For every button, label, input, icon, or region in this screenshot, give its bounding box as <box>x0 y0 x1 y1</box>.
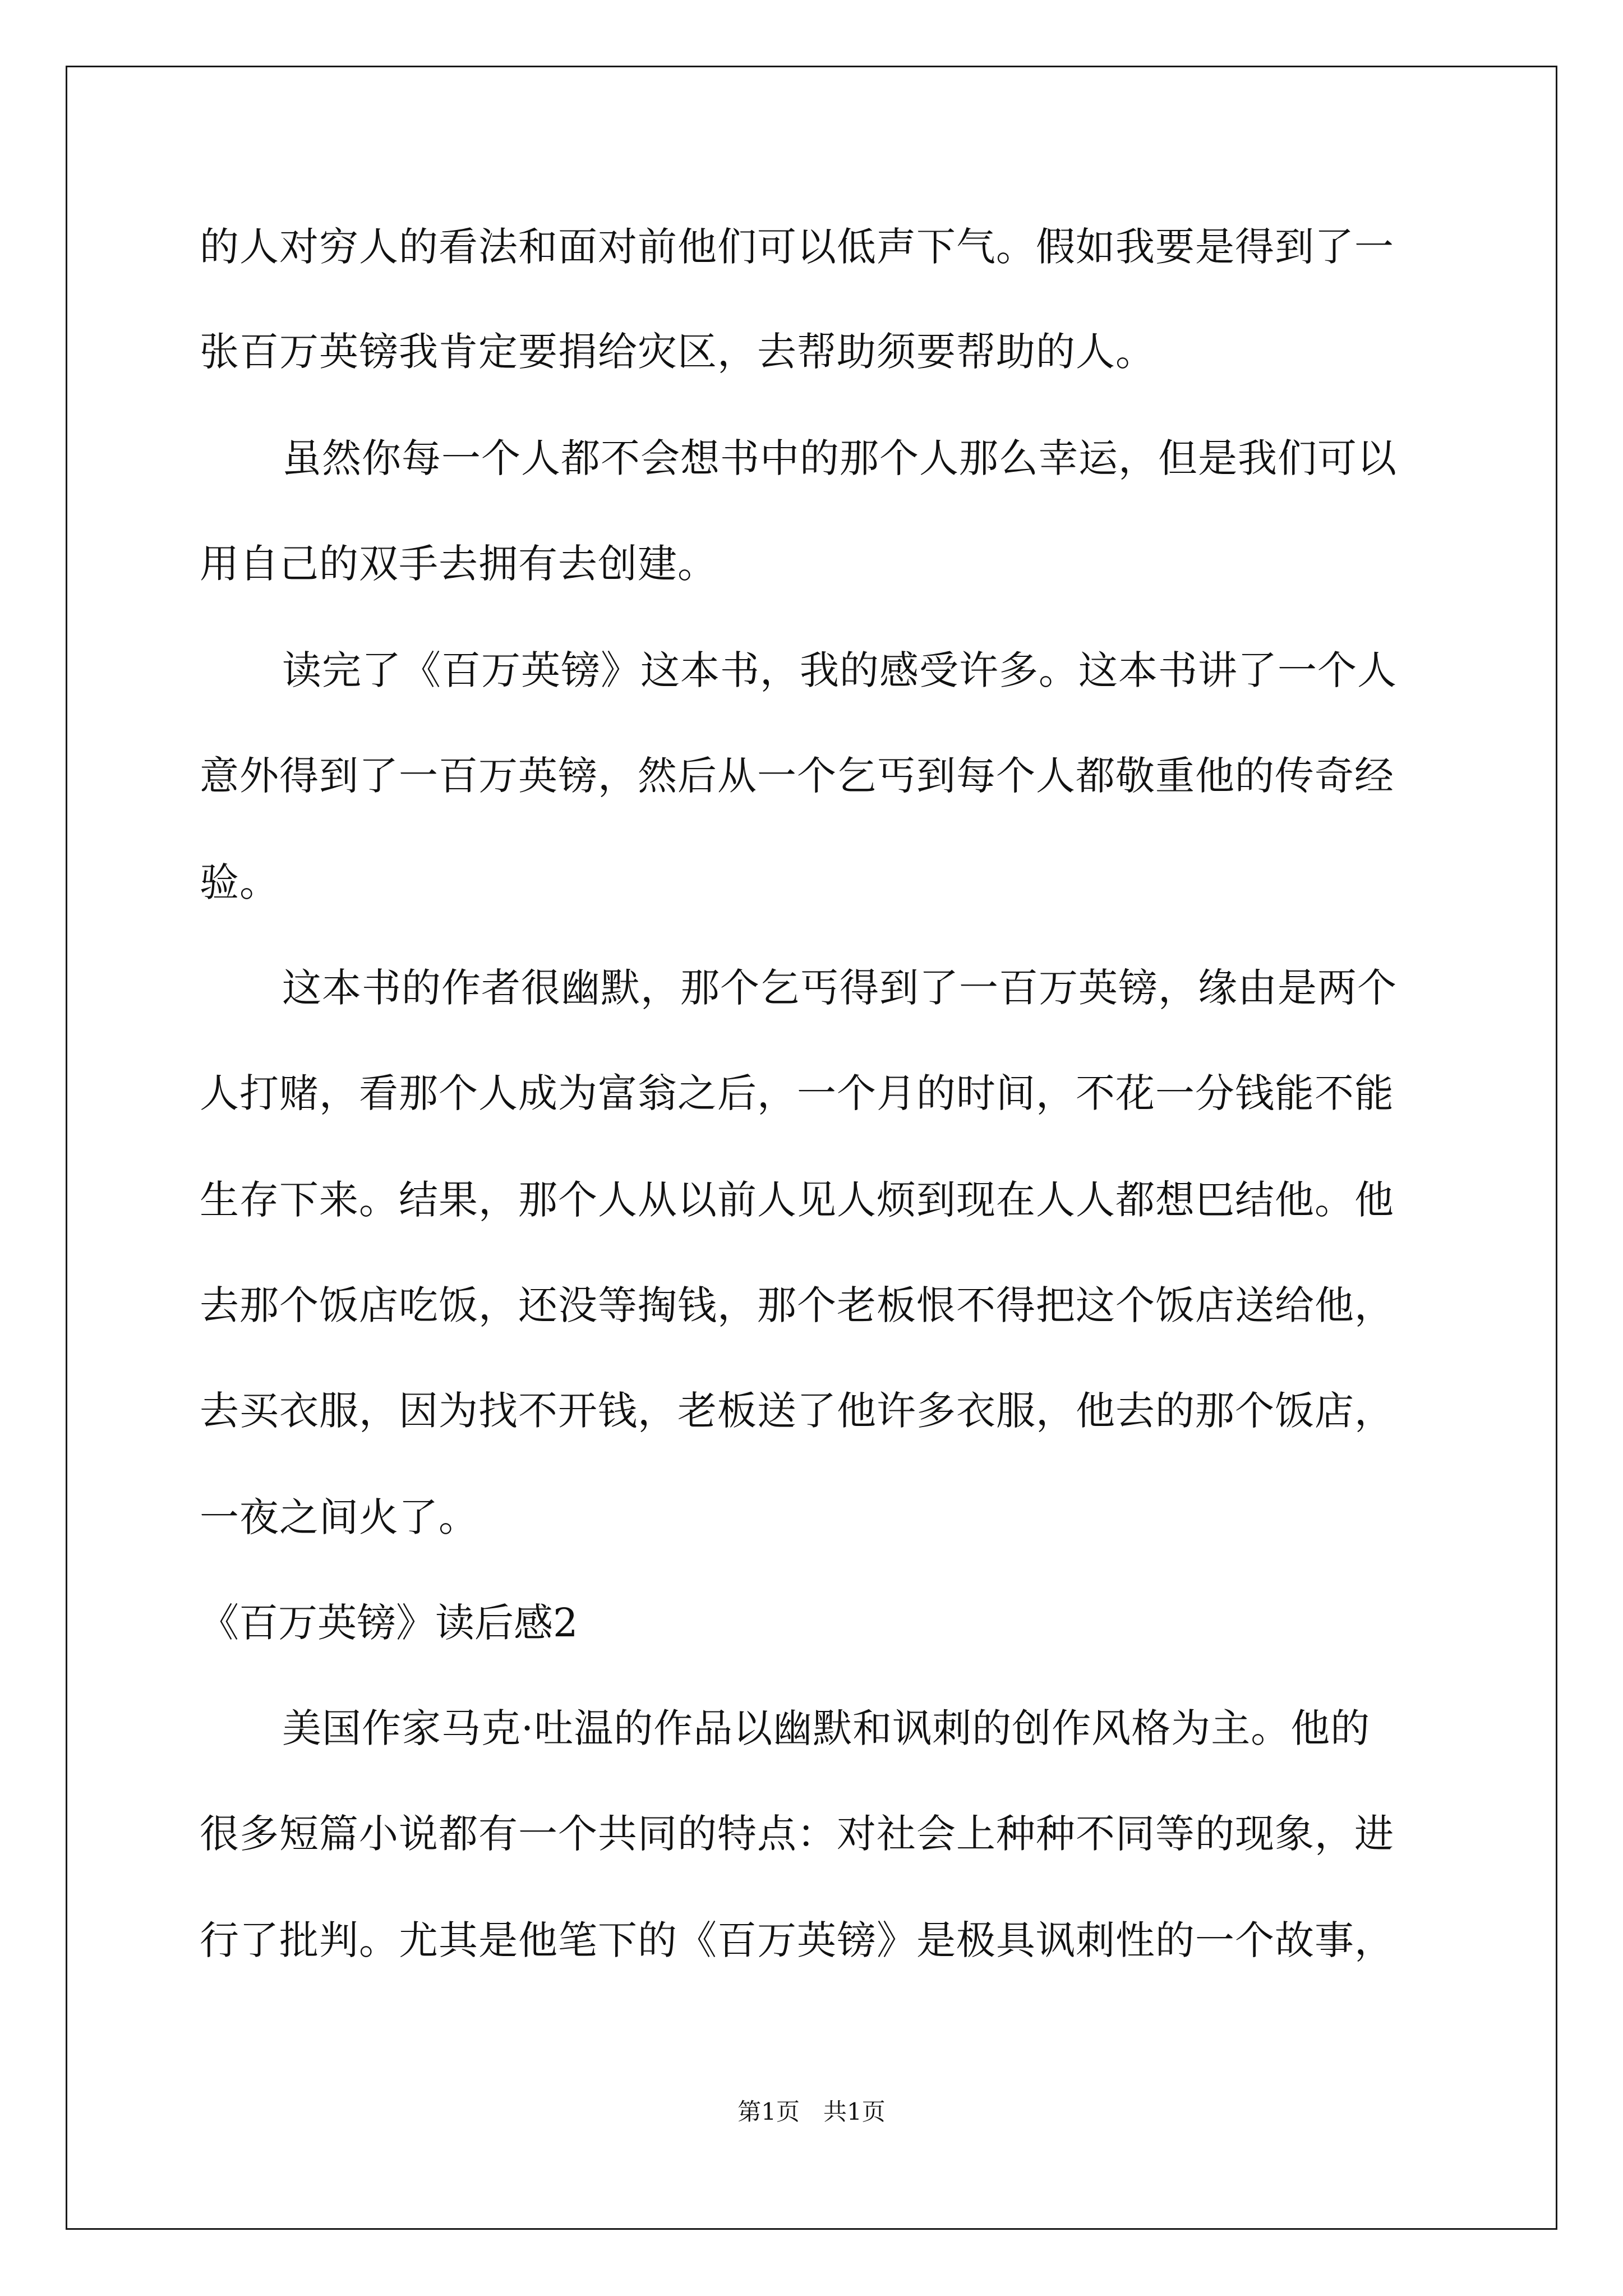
text-line: 张百万英镑我肯定要捐给灾区，去帮助须要帮助的人。 <box>200 329 1155 375</box>
section-heading: 《百万英镑》读后感2 <box>200 1600 578 1646</box>
text-line: 很多短篇小说都有一个共同的特点：对社会上种种不同等的现象，进 <box>200 1811 1394 1857</box>
text-line: 用自己的双手去拥有去创建。 <box>200 541 717 587</box>
page-border <box>66 66 1557 2230</box>
paragraph-start-line: 美国作家马克·吐温的作品以幽默和讽刺的创作风格为主。他的 <box>282 1705 1371 1751</box>
page-number-footer: 第1页 共1页 <box>737 2098 886 2125</box>
paragraph-start-line: 读完了《百万英镑》这本书，我的感受许多。这本书讲了一个人 <box>282 647 1397 693</box>
text-line: 去买衣服，因为找不开钱，老板送了他许多衣服，他去的那个饭店， <box>200 1388 1394 1434</box>
text-line: 人打赌，看那个人成为富翁之后，一个月的时间，不花一分钱能不能 <box>200 1070 1394 1116</box>
text-line: 一夜之间火了。 <box>200 1494 478 1540</box>
paragraph-start-line: 这本书的作者很幽默，那个乞丐得到了一百万英镑，缘由是两个 <box>282 965 1397 1011</box>
text-line: 去那个饭店吃饭，还没等掏钱，那个老板恨不得把这个饭店送给他， <box>200 1282 1394 1328</box>
text-line: 生存下来。结果，那个人从以前人见人烦到现在人人都想巴结他。他 <box>200 1177 1394 1223</box>
text-line: 的人对穷人的看法和面对前他们可以低声下气。假如我要是得到了一 <box>200 224 1394 270</box>
paragraph-start-line: 虽然你每一个人都不会想书中的那个人那么幸运，但是我们可以 <box>282 435 1397 481</box>
text-line: 验。 <box>200 859 279 905</box>
text-line: 意外得到了一百万英镑，然后从一个乞丐到每个人都敬重他的传奇经 <box>200 753 1394 799</box>
text-line: 行了批判。尤其是他笔下的《百万英镑》是极具讽刺性的一个故事， <box>200 1917 1394 1963</box>
